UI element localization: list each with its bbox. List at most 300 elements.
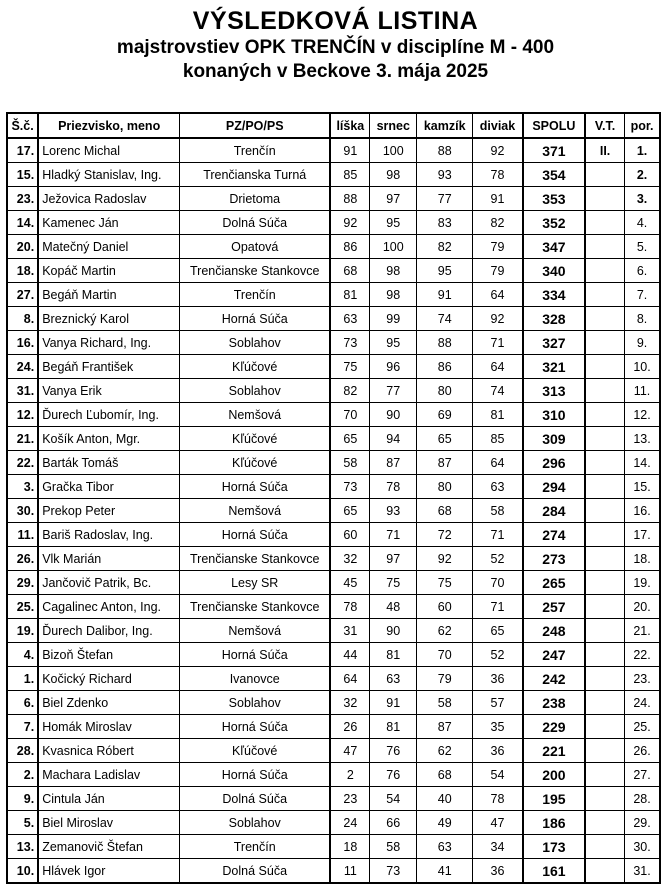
cell-liska: 32 xyxy=(330,691,370,715)
cell-club: Trenčianske Stankovce xyxy=(180,595,331,619)
cell-liska: 73 xyxy=(330,331,370,355)
cell-total: 371 xyxy=(523,138,585,163)
cell-diviak: 54 xyxy=(473,763,523,787)
table-row xyxy=(7,379,660,403)
cell-rank: 13. xyxy=(625,427,660,451)
cell-total: 161 xyxy=(523,859,585,884)
cell-start-number: 11. xyxy=(7,523,38,547)
cell-srnec: 71 xyxy=(370,523,417,547)
cell-liska: 18 xyxy=(330,835,370,859)
cell-diviak: 78 xyxy=(473,163,523,187)
column-header-class: V.T. xyxy=(585,113,625,138)
cell-srnec: 91 xyxy=(370,691,417,715)
column-header-srnec: srnec xyxy=(370,113,417,138)
cell-diviak: 78 xyxy=(473,787,523,811)
cell-class xyxy=(585,619,625,643)
cell-start-number: 30. xyxy=(7,499,38,523)
cell-club: Horná Súča xyxy=(180,643,331,667)
cell-name: Barták Tomáš xyxy=(38,451,179,475)
table-row xyxy=(7,427,660,451)
cell-start-number: 17. xyxy=(7,138,38,163)
cell-rank: 2. xyxy=(625,163,660,187)
cell-rank: 16. xyxy=(625,499,660,523)
cell-liska: 63 xyxy=(330,307,370,331)
cell-srnec: 48 xyxy=(370,595,417,619)
cell-class xyxy=(585,595,625,619)
cell-srnec: 81 xyxy=(370,643,417,667)
cell-liska: 60 xyxy=(330,523,370,547)
cell-diviak: 36 xyxy=(473,739,523,763)
cell-start-number: 14. xyxy=(7,211,38,235)
cell-start-number: 1. xyxy=(7,667,38,691)
cell-total: 284 xyxy=(523,499,585,523)
table-row xyxy=(7,523,660,547)
cell-liska: 11 xyxy=(330,859,370,884)
cell-srnec: 66 xyxy=(370,811,417,835)
table-row xyxy=(7,211,660,235)
cell-diviak: 64 xyxy=(473,283,523,307)
cell-name: Kočický Richard xyxy=(38,667,179,691)
cell-class xyxy=(585,235,625,259)
cell-start-number: 6. xyxy=(7,691,38,715)
cell-total: 347 xyxy=(523,235,585,259)
cell-diviak: 35 xyxy=(473,715,523,739)
cell-diviak: 34 xyxy=(473,835,523,859)
cell-total: 242 xyxy=(523,667,585,691)
cell-rank: 19. xyxy=(625,571,660,595)
cell-srnec: 95 xyxy=(370,331,417,355)
cell-club: Nemšová xyxy=(180,499,331,523)
cell-class xyxy=(585,187,625,211)
column-header-rank: por. xyxy=(625,113,660,138)
cell-liska: 65 xyxy=(330,499,370,523)
cell-start-number: 28. xyxy=(7,739,38,763)
cell-club: Kľúčové xyxy=(180,451,331,475)
cell-name: Breznický Karol xyxy=(38,307,179,331)
cell-name: Vanya Erik xyxy=(38,379,179,403)
cell-start-number: 19. xyxy=(7,619,38,643)
table-header-row xyxy=(7,113,660,138)
cell-class xyxy=(585,355,625,379)
cell-rank: 9. xyxy=(625,331,660,355)
cell-diviak: 58 xyxy=(473,499,523,523)
cell-rank: 29. xyxy=(625,811,660,835)
cell-liska: 31 xyxy=(330,619,370,643)
cell-kamzik: 68 xyxy=(417,499,473,523)
cell-kamzik: 82 xyxy=(417,235,473,259)
results-body xyxy=(7,138,660,883)
cell-rank: 24. xyxy=(625,691,660,715)
cell-club: Trenčín xyxy=(180,283,331,307)
cell-rank: 31. xyxy=(625,859,660,884)
cell-club: Kľúčové xyxy=(180,355,331,379)
cell-club: Nemšová xyxy=(180,403,331,427)
cell-name: Biel Miroslav xyxy=(38,811,179,835)
cell-class xyxy=(585,499,625,523)
cell-name: Hlávek Igor xyxy=(38,859,179,884)
cell-total: 265 xyxy=(523,571,585,595)
cell-diviak: 91 xyxy=(473,187,523,211)
cell-rank: 5. xyxy=(625,235,660,259)
column-header-total: SPOLU xyxy=(523,113,585,138)
table-row xyxy=(7,691,660,715)
cell-class xyxy=(585,475,625,499)
cell-rank: 8. xyxy=(625,307,660,331)
cell-liska: 45 xyxy=(330,571,370,595)
cell-total: 334 xyxy=(523,283,585,307)
cell-srnec: 90 xyxy=(370,403,417,427)
cell-club: Ivanovce xyxy=(180,667,331,691)
cell-start-number: 7. xyxy=(7,715,38,739)
table-row xyxy=(7,235,660,259)
cell-club: Dolná Súča xyxy=(180,859,331,884)
cell-club: Soblahov xyxy=(180,379,331,403)
cell-diviak: 71 xyxy=(473,523,523,547)
cell-total: 294 xyxy=(523,475,585,499)
cell-total: 328 xyxy=(523,307,585,331)
cell-rank: 20. xyxy=(625,595,660,619)
cell-name: Cintula Ján xyxy=(38,787,179,811)
cell-class xyxy=(585,259,625,283)
cell-class xyxy=(585,859,625,884)
cell-total: 173 xyxy=(523,835,585,859)
cell-rank: 25. xyxy=(625,715,660,739)
table-row xyxy=(7,595,660,619)
cell-total: 340 xyxy=(523,259,585,283)
cell-liska: 70 xyxy=(330,403,370,427)
table-row xyxy=(7,475,660,499)
cell-name: Ježovica Radoslav xyxy=(38,187,179,211)
table-row xyxy=(7,571,660,595)
cell-liska: 82 xyxy=(330,379,370,403)
cell-total: 352 xyxy=(523,211,585,235)
cell-kamzik: 70 xyxy=(417,643,473,667)
table-row xyxy=(7,835,660,859)
cell-kamzik: 87 xyxy=(417,451,473,475)
column-header-start-number: Š.č. xyxy=(7,113,38,138)
cell-liska: 73 xyxy=(330,475,370,499)
cell-class xyxy=(585,691,625,715)
cell-diviak: 85 xyxy=(473,427,523,451)
cell-kamzik: 69 xyxy=(417,403,473,427)
cell-kamzik: 74 xyxy=(417,307,473,331)
cell-diviak: 63 xyxy=(473,475,523,499)
table-row xyxy=(7,451,660,475)
cell-class xyxy=(585,427,625,451)
cell-club: Trenčianske Stankovce xyxy=(180,259,331,283)
cell-srnec: 98 xyxy=(370,283,417,307)
cell-liska: 58 xyxy=(330,451,370,475)
cell-kamzik: 83 xyxy=(417,211,473,235)
cell-kamzik: 92 xyxy=(417,547,473,571)
cell-diviak: 70 xyxy=(473,571,523,595)
cell-srnec: 100 xyxy=(370,138,417,163)
cell-total: 310 xyxy=(523,403,585,427)
cell-class xyxy=(585,307,625,331)
cell-club: Horná Súča xyxy=(180,475,331,499)
cell-srnec: 58 xyxy=(370,835,417,859)
page-subtitle-competition: majstrovstiev OPK TRENČÍN v disciplíne M - 400 xyxy=(116,37,555,58)
cell-name: Košík Anton, Mgr. xyxy=(38,427,179,451)
cell-srnec: 87 xyxy=(370,451,417,475)
cell-diviak: 52 xyxy=(473,547,523,571)
cell-class xyxy=(585,403,625,427)
cell-diviak: 92 xyxy=(473,138,523,163)
cell-srnec: 97 xyxy=(370,187,417,211)
cell-name: Hladký Stanislav, Ing. xyxy=(38,163,179,187)
cell-srnec: 94 xyxy=(370,427,417,451)
cell-club: Kľúčové xyxy=(180,427,331,451)
table-row xyxy=(7,643,660,667)
cell-total: 273 xyxy=(523,547,585,571)
table-row xyxy=(7,331,660,355)
cell-name: Cagalinec Anton, Ing. xyxy=(38,595,179,619)
cell-srnec: 97 xyxy=(370,547,417,571)
cell-club: Opatová xyxy=(180,235,331,259)
cell-total: 221 xyxy=(523,739,585,763)
cell-rank: 22. xyxy=(625,643,660,667)
cell-club: Lesy SR xyxy=(180,571,331,595)
cell-total: 321 xyxy=(523,355,585,379)
cell-start-number: 12. xyxy=(7,403,38,427)
cell-name: Ďurech Dalibor, Ing. xyxy=(38,619,179,643)
cell-class xyxy=(585,787,625,811)
cell-start-number: 31. xyxy=(7,379,38,403)
table-row xyxy=(7,715,660,739)
cell-kamzik: 68 xyxy=(417,763,473,787)
cell-name: Vanya Richard, Ing. xyxy=(38,331,179,355)
table-row xyxy=(7,619,660,643)
cell-club: Soblahov xyxy=(180,331,331,355)
cell-total: 296 xyxy=(523,451,585,475)
cell-srnec: 78 xyxy=(370,475,417,499)
cell-name: Kopáč Martin xyxy=(38,259,179,283)
cell-total: 229 xyxy=(523,715,585,739)
cell-name: Kamenec Ján xyxy=(38,211,179,235)
cell-class xyxy=(585,283,625,307)
cell-rank: 28. xyxy=(625,787,660,811)
cell-name: Jančovič Patrik, Bc. xyxy=(38,571,179,595)
cell-start-number: 3. xyxy=(7,475,38,499)
cell-rank: 3. xyxy=(625,187,660,211)
cell-liska: 26 xyxy=(330,715,370,739)
cell-liska: 47 xyxy=(330,739,370,763)
column-header-liska: líška xyxy=(330,113,370,138)
cell-kamzik: 88 xyxy=(417,138,473,163)
cell-kamzik: 41 xyxy=(417,859,473,884)
cell-liska: 85 xyxy=(330,163,370,187)
cell-rank: 11. xyxy=(625,379,660,403)
page-title: VÝSLEDKOVÁ LISTINA xyxy=(192,7,479,35)
cell-liska: 32 xyxy=(330,547,370,571)
cell-srnec: 54 xyxy=(370,787,417,811)
cell-liska: 65 xyxy=(330,427,370,451)
column-header-diviak: diviak xyxy=(473,113,523,138)
cell-class xyxy=(585,835,625,859)
cell-class xyxy=(585,523,625,547)
cell-club: Horná Súča xyxy=(180,523,331,547)
cell-kamzik: 87 xyxy=(417,715,473,739)
table-row xyxy=(7,859,660,884)
cell-rank: 4. xyxy=(625,211,660,235)
cell-start-number: 4. xyxy=(7,643,38,667)
cell-srnec: 76 xyxy=(370,763,417,787)
table-row xyxy=(7,355,660,379)
results-table xyxy=(6,112,661,884)
cell-total: 274 xyxy=(523,523,585,547)
cell-club: Horná Súča xyxy=(180,307,331,331)
cell-diviak: 81 xyxy=(473,403,523,427)
cell-start-number: 5. xyxy=(7,811,38,835)
cell-liska: 24 xyxy=(330,811,370,835)
cell-liska: 2 xyxy=(330,763,370,787)
cell-kamzik: 40 xyxy=(417,787,473,811)
cell-club: Soblahov xyxy=(180,691,331,715)
cell-class xyxy=(585,643,625,667)
cell-diviak: 79 xyxy=(473,235,523,259)
cell-class xyxy=(585,547,625,571)
cell-srnec: 98 xyxy=(370,259,417,283)
cell-kamzik: 58 xyxy=(417,691,473,715)
cell-name: Matečný Daniel xyxy=(38,235,179,259)
cell-kamzik: 91 xyxy=(417,283,473,307)
cell-diviak: 64 xyxy=(473,355,523,379)
cell-rank: 27. xyxy=(625,763,660,787)
table-row xyxy=(7,499,660,523)
cell-diviak: 65 xyxy=(473,619,523,643)
cell-diviak: 57 xyxy=(473,691,523,715)
cell-diviak: 36 xyxy=(473,667,523,691)
cell-club: Nemšová xyxy=(180,619,331,643)
cell-srnec: 96 xyxy=(370,355,417,379)
cell-start-number: 29. xyxy=(7,571,38,595)
cell-diviak: 47 xyxy=(473,811,523,835)
table-row xyxy=(7,307,660,331)
cell-total: 186 xyxy=(523,811,585,835)
cell-srnec: 95 xyxy=(370,211,417,235)
cell-name: Bariš Radoslav, Ing. xyxy=(38,523,179,547)
cell-total: 195 xyxy=(523,787,585,811)
table-row xyxy=(7,547,660,571)
cell-club: Dolná Súča xyxy=(180,787,331,811)
cell-liska: 23 xyxy=(330,787,370,811)
cell-srnec: 63 xyxy=(370,667,417,691)
cell-start-number: 27. xyxy=(7,283,38,307)
cell-kamzik: 93 xyxy=(417,163,473,187)
cell-total: 353 xyxy=(523,187,585,211)
cell-diviak: 79 xyxy=(473,259,523,283)
cell-name: Kvasnica Róbert xyxy=(38,739,179,763)
cell-kamzik: 63 xyxy=(417,835,473,859)
cell-name: Begáň František xyxy=(38,355,179,379)
cell-diviak: 36 xyxy=(473,859,523,884)
table-row xyxy=(7,667,660,691)
cell-name: Bizoň Štefan xyxy=(38,643,179,667)
cell-srnec: 93 xyxy=(370,499,417,523)
cell-rank: 18. xyxy=(625,547,660,571)
cell-class: II. xyxy=(585,138,625,163)
cell-rank: 10. xyxy=(625,355,660,379)
cell-liska: 75 xyxy=(330,355,370,379)
cell-total: 309 xyxy=(523,427,585,451)
cell-club: Drietoma xyxy=(180,187,331,211)
cell-start-number: 9. xyxy=(7,787,38,811)
cell-class xyxy=(585,811,625,835)
cell-srnec: 75 xyxy=(370,571,417,595)
cell-total: 247 xyxy=(523,643,585,667)
cell-name: Zemanovič Štefan xyxy=(38,835,179,859)
cell-kamzik: 86 xyxy=(417,355,473,379)
page-subtitle-date-place: konaných v Beckove 3. mája 2025 xyxy=(182,61,489,82)
cell-class xyxy=(585,379,625,403)
cell-liska: 81 xyxy=(330,283,370,307)
table-row xyxy=(7,187,660,211)
cell-kamzik: 72 xyxy=(417,523,473,547)
cell-kamzik: 95 xyxy=(417,259,473,283)
cell-liska: 78 xyxy=(330,595,370,619)
cell-name: Prekop Peter xyxy=(38,499,179,523)
cell-start-number: 24. xyxy=(7,355,38,379)
cell-liska: 88 xyxy=(330,187,370,211)
cell-start-number: 15. xyxy=(7,163,38,187)
cell-total: 200 xyxy=(523,763,585,787)
cell-start-number: 18. xyxy=(7,259,38,283)
cell-srnec: 90 xyxy=(370,619,417,643)
cell-rank: 26. xyxy=(625,739,660,763)
cell-start-number: 26. xyxy=(7,547,38,571)
cell-srnec: 76 xyxy=(370,739,417,763)
table-row xyxy=(7,138,660,163)
cell-start-number: 21. xyxy=(7,427,38,451)
table-row xyxy=(7,739,660,763)
cell-start-number: 23. xyxy=(7,187,38,211)
cell-start-number: 20. xyxy=(7,235,38,259)
cell-kamzik: 62 xyxy=(417,739,473,763)
cell-club: Trenčín xyxy=(180,835,331,859)
cell-club: Trenčianske Stankovce xyxy=(180,547,331,571)
cell-diviak: 92 xyxy=(473,307,523,331)
cell-start-number: 13. xyxy=(7,835,38,859)
cell-total: 313 xyxy=(523,379,585,403)
cell-club: Trenčín xyxy=(180,138,331,163)
table-row xyxy=(7,283,660,307)
cell-total: 327 xyxy=(523,331,585,355)
cell-class xyxy=(585,331,625,355)
cell-start-number: 2. xyxy=(7,763,38,787)
cell-name: Biel Zdenko xyxy=(38,691,179,715)
cell-rank: 12. xyxy=(625,403,660,427)
cell-srnec: 100 xyxy=(370,235,417,259)
cell-rank: 17. xyxy=(625,523,660,547)
cell-club: Horná Súča xyxy=(180,763,331,787)
table-row xyxy=(7,811,660,835)
cell-name: Lorenc Michal xyxy=(38,138,179,163)
column-header-kamzik: kamzík xyxy=(417,113,473,138)
cell-rank: 14. xyxy=(625,451,660,475)
cell-rank: 7. xyxy=(625,283,660,307)
cell-club: Trenčianska Turná xyxy=(180,163,331,187)
cell-srnec: 77 xyxy=(370,379,417,403)
cell-diviak: 71 xyxy=(473,595,523,619)
column-header-club: PZ/PO/PS xyxy=(180,113,331,138)
cell-total: 257 xyxy=(523,595,585,619)
cell-kamzik: 60 xyxy=(417,595,473,619)
cell-liska: 91 xyxy=(330,138,370,163)
cell-srnec: 98 xyxy=(370,163,417,187)
cell-start-number: 22. xyxy=(7,451,38,475)
cell-diviak: 82 xyxy=(473,211,523,235)
cell-start-number: 25. xyxy=(7,595,38,619)
